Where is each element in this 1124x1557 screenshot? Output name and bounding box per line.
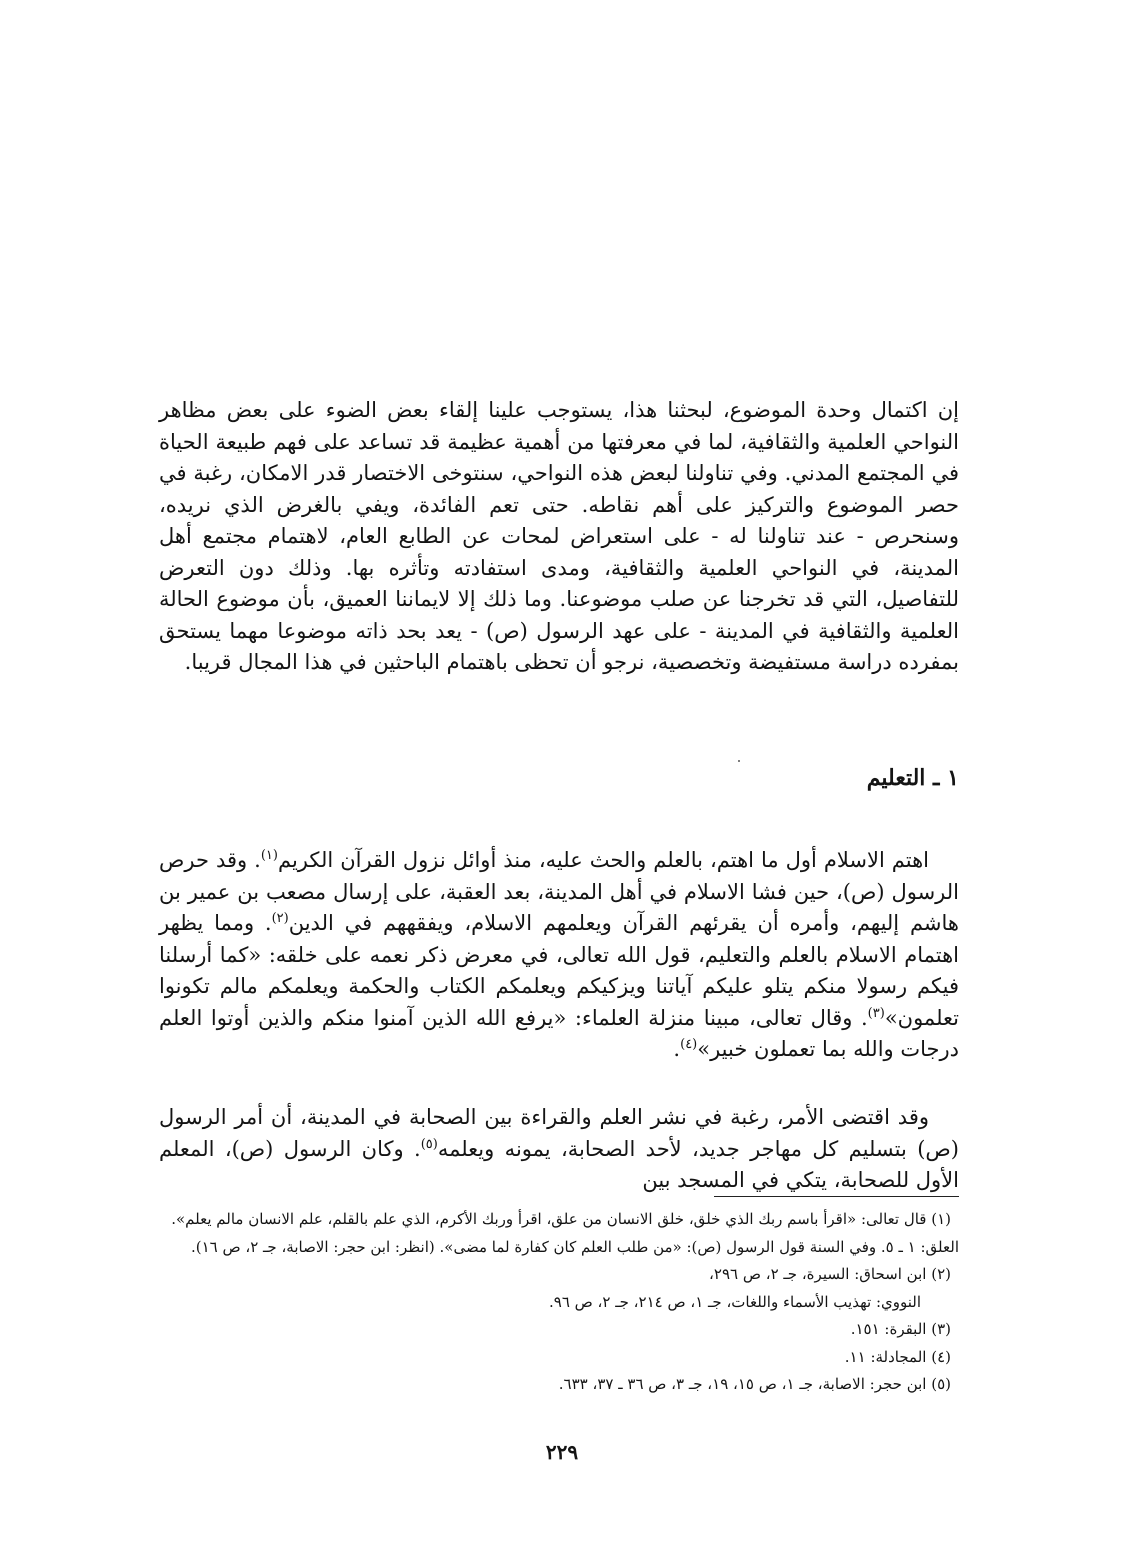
footnote-2-line-2: النووي: تهذيب الأسماء واللغات، جـ ١، ص ٢١٤، جـ ٢، ص ٩٦.	[548, 1292, 921, 1311]
footnote-ref-2: (٢)	[271, 911, 289, 926]
scan-speck	[738, 760, 740, 762]
footnote-ref-1: (١)	[260, 848, 278, 863]
page-number: ٢٢٩	[545, 1440, 579, 1464]
para1-text-5: .	[673, 1037, 681, 1061]
para1-text-4: . وقال تعالى، مبينا منزلة العلماء: «يرفع الله الذين آمنوا منكم والذين أوتوا العلم درجات والله بما تعملون خبير»	[159, 1005, 959, 1061]
footnote-divider	[714, 1196, 959, 1197]
footnote-5: (٥) ابن حجر: الاصابة، جـ ١، ص ١٥، ١٩، جـ ٣، ص ٣٦ ـ ٣٧، ٦٣٣.	[558, 1375, 951, 1393]
footnote-4: (٤) المجادلة: ١١.	[844, 1347, 951, 1366]
footnotes-list	[159, 1206, 959, 1399]
footnote-3: (٣) البقرة: ١٥١.	[850, 1320, 951, 1338]
para1-text-2: . وقد حرص الرسول (ص)، حين فشا الاسلام في أهل المدينة، بعد العقبة، على إرسال مصعب بن عمير بن هاشم إليهم، وأمره أن يقرئهم القرآن ويعلمهم الاسلام، ويفقههم في الدين	[159, 848, 960, 935]
para2-text-2: . وكان الرسول (ص)، المعلم الأول للصحابة، يتكي في المسجد بين	[159, 1136, 959, 1192]
footnote-ref-3: (٣)	[867, 1005, 885, 1021]
para1-text-3: . ومما يظهر اهتمام الاسلام بالعلم والتعليم، قول الله تعالى، في معرض ذكر نعمه على خلقه: «كما أرسلنا فيكم رسولا منكم يتلو عليكم آياتنا ويزكيكم ويعلمكم الكتاب والحكمة ويعلمكم مالم تكونوا تعلمون»	[159, 911, 959, 1030]
para2-text-1: وقد اقتضى الأمر، رغبة في نشر العلم والقراءة بين الصحابة في المدينة، أن أمر الرسول (ص) بتسليم كل مهاجر جديد، لأحد الصحابة، يمونه ويعلمه	[159, 1105, 959, 1161]
footnote-1-line-1: (١) قال تعالى: «اقرأ باسم ربك الذي خلق، خلق الانسان من علق، اقرأ وربك الأكرم، الذي علم بالقلم، علم الانسان مالم يعلم».	[171, 1210, 951, 1228]
footnote-ref-5: (٥)	[420, 1136, 438, 1152]
footnote-2-line-1: (٢) ابن اسحاق: السيرة، جـ ٢، ص ٢٩٦،	[709, 1265, 951, 1283]
footnote-1-line-2: العلق: ١ ـ ٥. وفي السنة قول الرسول (ص): «من طلب العلم كان كفارة لما مضى». (انظر: ابن حجر: الاصابة، جـ ٢، ص ١٦).	[190, 1237, 959, 1256]
education-paragraph-2	[159, 1102, 959, 1197]
education-paragraph-1	[159, 845, 959, 1066]
para1-text-1: اهتم الاسلام أول ما اهتم، بالعلم والحث عليه، منذ أوائل نزول القرآن الكريم	[277, 848, 929, 872]
section-heading: ١ ـ التعليم	[866, 765, 959, 791]
intro-paragraph: إن اكتمال وحدة الموضوع، لبحثنا هذا، يستوجب علينا إلقاء بعض الضوء على بعض مظاهر النواحي العلمية والثقافية، لما في معرفتها من أهمية عظيمة قد تساعد على فهم طبيعة الحياة في المجتمع المدني. وفي تناولنا لبعض هذه النواحي، سنتوخى الاختصار قدر الامكان، رغبة في حصر الموضوع والتركيز على أهم نقاطه. حتى تعم الفائدة، ويفي بالغرض الذي نريده، وسنحرص - عند تناولنا له - على استعراض لمحات عن الطابع العام، لاهتمام مجتمع أهل المدينة، في النواحي العلمية والثقافية، ومدى استفادته وتأثره بها. وذلك دون التعرض للتفاصيل، التي قد تخرجنا عن صلب موضوعنا. وما ذلك إلا لايماننا العميق، بأن موضوع الحالة العلمية والثقافية في المدينة - على عهد الرسول (ص) - يعد بحد ذاته موضوعا مهما يستحق بمفرده دراسة مستفيضة وتخصصية، نرجو أن تحظى باهتمام الباحثين في هذا المجال قريبا.	[159, 398, 959, 674]
footnote-ref-4: (٤)	[680, 1037, 698, 1052]
